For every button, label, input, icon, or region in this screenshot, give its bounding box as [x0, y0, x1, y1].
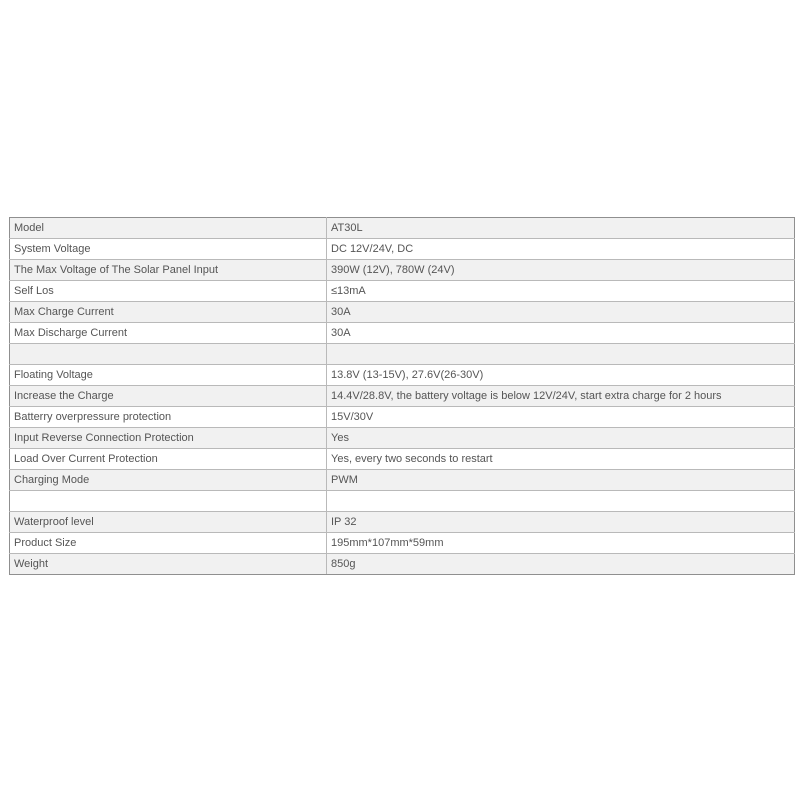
spec-label-model: Model: [10, 218, 327, 239]
table-row: [10, 302, 795, 323]
spec-label-empty: [10, 344, 327, 365]
table-row-empty: [10, 491, 795, 512]
spec-label-overpressure-protection: Batterry overpressure protection: [10, 407, 327, 428]
table-row-empty: [10, 344, 795, 365]
spec-value-waterproof: IP 32: [327, 512, 795, 533]
spec-label-reverse-connection: Input Reverse Connection Protection: [10, 428, 327, 449]
table-row: [10, 239, 795, 260]
table-row: [10, 554, 795, 575]
table-row: [10, 260, 795, 281]
table-row: [10, 533, 795, 554]
spec-value-load-over-current: Yes, every two seconds to restart: [327, 449, 795, 470]
spec-label-increase-charge: Increase the Charge: [10, 386, 327, 407]
table-row: [10, 365, 795, 386]
spec-value-increase-charge: 14.4V/28.8V, the battery voltage is below 12V/24V, start extra charge for 2 hours: [327, 386, 795, 407]
table-row: [10, 449, 795, 470]
spec-label-load-over-current: Load Over Current Protection: [10, 449, 327, 470]
spec-value-weight: 850g: [327, 554, 795, 575]
spec-value-system-voltage: DC 12V/24V, DC: [327, 239, 795, 260]
spec-label-waterproof: Waterproof level: [10, 512, 327, 533]
spec-value-model: AT30L: [327, 218, 795, 239]
spec-value-charging-mode: PWM: [327, 470, 795, 491]
spec-value-overpressure-protection: 15V/30V: [327, 407, 795, 428]
spec-label-empty: [10, 491, 327, 512]
spec-value-max-charge-current: 30A: [327, 302, 795, 323]
table-row: [10, 512, 795, 533]
spec-value-reverse-connection: Yes: [327, 428, 795, 449]
spec-label-max-solar-input: The Max Voltage of The Solar Panel Input: [10, 260, 327, 281]
spec-value-product-size: 195mm*107mm*59mm: [327, 533, 795, 554]
spec-value-floating-voltage: 13.8V (13-15V), 27.6V(26-30V): [327, 365, 795, 386]
spec-label-product-size: Product Size: [10, 533, 327, 554]
table-row: [10, 470, 795, 491]
spec-value-empty: [327, 344, 795, 365]
spec-value-max-solar-input: 390W (12V), 780W (24V): [327, 260, 795, 281]
spec-label-max-discharge-current: Max Discharge Current: [10, 323, 327, 344]
spec-label-charging-mode: Charging Mode: [10, 470, 327, 491]
table-row: [10, 323, 795, 344]
specification-table: [9, 217, 795, 575]
table-row: [10, 386, 795, 407]
spec-label-floating-voltage: Floating Voltage: [10, 365, 327, 386]
spec-label-weight: Weight: [10, 554, 327, 575]
spec-label-max-charge-current: Max Charge Current: [10, 302, 327, 323]
spec-value-empty: [327, 491, 795, 512]
table-row: [10, 281, 795, 302]
table-row: [10, 428, 795, 449]
spec-value-self-loss: ≤13mA: [327, 281, 795, 302]
table-row: [10, 407, 795, 428]
spec-label-self-loss: Self Los: [10, 281, 327, 302]
spec-value-max-discharge-current: 30A: [327, 323, 795, 344]
table-row: [10, 218, 795, 239]
spec-label-system-voltage: System Voltage: [10, 239, 327, 260]
